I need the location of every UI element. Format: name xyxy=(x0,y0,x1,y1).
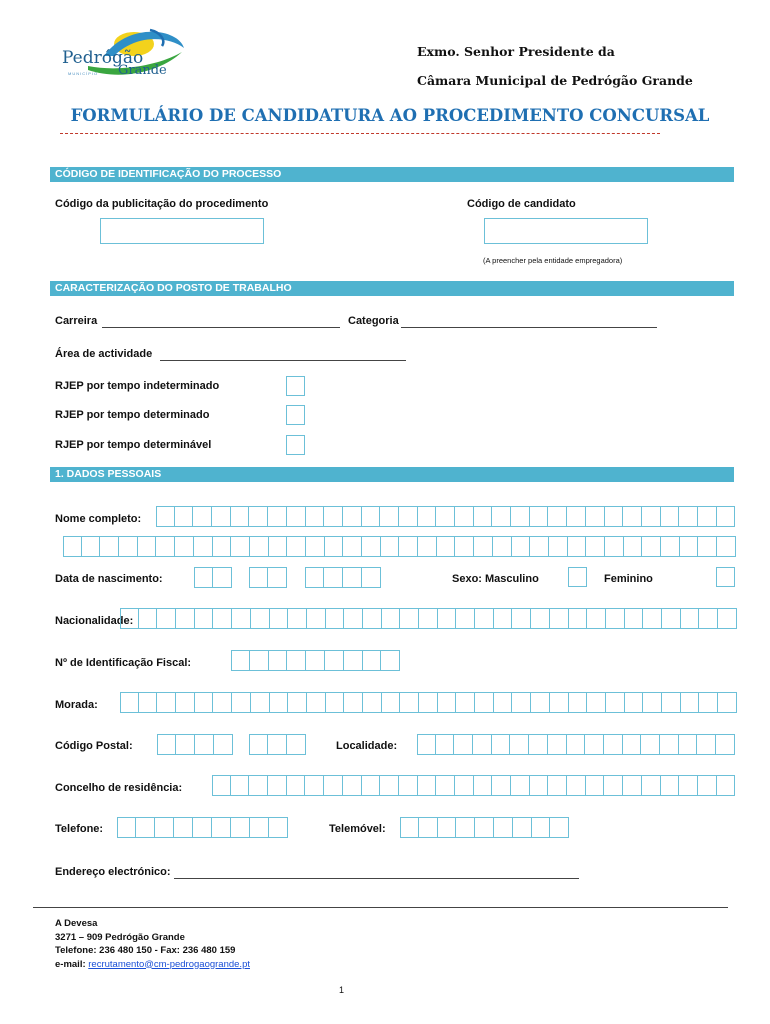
char-box[interactable] xyxy=(717,536,736,557)
char-box[interactable] xyxy=(718,692,737,713)
char-box[interactable] xyxy=(250,650,269,671)
char-box[interactable] xyxy=(492,506,511,527)
full-name-boxes-row1[interactable] xyxy=(156,506,735,527)
char-box[interactable] xyxy=(418,506,437,527)
char-box[interactable] xyxy=(681,692,700,713)
char-box[interactable] xyxy=(100,536,119,557)
char-box[interactable] xyxy=(213,608,232,629)
char-box[interactable] xyxy=(156,536,175,557)
char-box[interactable] xyxy=(120,608,139,629)
char-box[interactable] xyxy=(269,536,288,557)
section-process-bar: CÓDIGO DE IDENTIFICAÇÃO DO PROCESSO xyxy=(50,167,734,182)
char-box[interactable] xyxy=(156,506,175,527)
char-box[interactable] xyxy=(716,734,735,755)
char-box[interactable] xyxy=(268,734,287,755)
nif-label: Nº de Identificação Fiscal: xyxy=(55,657,192,669)
char-box[interactable] xyxy=(306,650,325,671)
char-box[interactable] xyxy=(530,775,549,796)
char-box[interactable] xyxy=(176,692,195,713)
char-box[interactable] xyxy=(119,536,138,557)
addressee-line-1: Exmo. Senhor Presidente da xyxy=(417,44,615,59)
footer-line-1: A Devesa xyxy=(55,918,98,929)
logo-word-second: Grande xyxy=(118,63,167,78)
char-box[interactable] xyxy=(493,536,512,557)
char-box[interactable] xyxy=(475,817,494,838)
section-personal-bar: 1. DADOS PESSOAIS xyxy=(50,467,734,482)
char-box[interactable] xyxy=(681,608,700,629)
char-box[interactable] xyxy=(324,567,343,588)
char-box[interactable] xyxy=(454,734,473,755)
char-box[interactable] xyxy=(362,506,381,527)
char-box[interactable] xyxy=(268,775,287,796)
char-box[interactable] xyxy=(231,817,250,838)
char-box[interactable] xyxy=(680,536,699,557)
char-box[interactable] xyxy=(363,608,382,629)
char-box[interactable] xyxy=(139,608,158,629)
char-box[interactable] xyxy=(213,692,232,713)
char-box[interactable] xyxy=(344,608,363,629)
char-box[interactable] xyxy=(625,608,644,629)
publication-code-input[interactable] xyxy=(100,218,264,244)
char-box[interactable] xyxy=(232,692,251,713)
char-box[interactable] xyxy=(382,608,401,629)
char-box[interactable] xyxy=(250,817,269,838)
char-box[interactable] xyxy=(418,775,437,796)
char-box[interactable] xyxy=(642,775,661,796)
char-box[interactable] xyxy=(326,692,345,713)
char-box[interactable] xyxy=(699,692,718,713)
char-box[interactable] xyxy=(438,817,457,838)
char-box[interactable] xyxy=(698,506,717,527)
char-box[interactable] xyxy=(175,506,194,527)
char-box[interactable] xyxy=(174,817,193,838)
char-box[interactable] xyxy=(475,692,494,713)
logo-small-caption: MUNICÍPIO xyxy=(68,71,99,76)
char-box[interactable] xyxy=(641,734,660,755)
char-box[interactable] xyxy=(212,775,231,796)
sex-label: Sexo: Masculino xyxy=(452,573,539,585)
area-input[interactable] xyxy=(160,360,406,361)
char-box[interactable] xyxy=(212,817,231,838)
char-box[interactable] xyxy=(382,692,401,713)
area-label: Área de actividade xyxy=(55,348,153,360)
address-boxes[interactable] xyxy=(120,692,737,713)
char-box[interactable] xyxy=(176,608,195,629)
char-box[interactable] xyxy=(567,734,586,755)
char-box[interactable] xyxy=(194,567,213,588)
char-box[interactable] xyxy=(251,692,270,713)
char-box[interactable] xyxy=(567,506,586,527)
mobile-boxes[interactable] xyxy=(400,817,569,838)
career-input[interactable] xyxy=(102,327,340,328)
char-box[interactable] xyxy=(231,650,250,671)
birth-date-label: Data de nascimento: xyxy=(55,573,163,585)
char-box[interactable] xyxy=(548,775,567,796)
char-box[interactable] xyxy=(623,734,642,755)
char-box[interactable] xyxy=(548,506,567,527)
nif-boxes[interactable] xyxy=(231,650,400,671)
char-box[interactable] xyxy=(512,536,531,557)
candidate-code-label: Código de candidato xyxy=(467,198,576,210)
municipality-boxes[interactable] xyxy=(212,775,735,796)
char-box[interactable] xyxy=(549,536,568,557)
char-box[interactable] xyxy=(157,734,176,755)
char-box[interactable] xyxy=(380,506,399,527)
char-box[interactable] xyxy=(455,775,474,796)
char-box[interactable] xyxy=(438,692,457,713)
char-box[interactable] xyxy=(400,608,419,629)
char-box[interactable] xyxy=(157,692,176,713)
char-box[interactable] xyxy=(492,734,511,755)
char-box[interactable] xyxy=(136,817,155,838)
char-box[interactable] xyxy=(436,506,455,527)
char-box[interactable] xyxy=(306,506,325,527)
char-box[interactable] xyxy=(362,536,381,557)
char-box[interactable] xyxy=(661,775,680,796)
char-box[interactable] xyxy=(381,536,400,557)
char-box[interactable] xyxy=(605,506,624,527)
char-box[interactable] xyxy=(436,775,455,796)
char-box[interactable] xyxy=(494,692,513,713)
email-input[interactable] xyxy=(174,878,579,879)
option-label-determinate: RJEP por tempo determinado xyxy=(55,409,210,421)
footer-email-prefix: e-mail: xyxy=(55,958,89,970)
mobile-label: Telemóvel: xyxy=(329,823,386,835)
char-box[interactable] xyxy=(381,650,400,671)
char-box[interactable] xyxy=(193,506,212,527)
full-name-label: Nome completo: xyxy=(55,513,142,525)
char-box[interactable] xyxy=(250,536,269,557)
char-box[interactable] xyxy=(679,775,698,796)
locality-boxes[interactable] xyxy=(417,734,735,755)
option-label-determinable: RJEP por tempo determinável xyxy=(55,439,212,451)
phone-boxes[interactable] xyxy=(117,817,288,838)
char-box[interactable] xyxy=(569,692,588,713)
char-box[interactable] xyxy=(249,775,268,796)
char-box[interactable] xyxy=(325,650,344,671)
char-box[interactable] xyxy=(63,536,82,557)
char-box[interactable] xyxy=(662,692,681,713)
char-box[interactable] xyxy=(606,608,625,629)
footer-line-2: 3271 – 909 Pedrógão Grande xyxy=(55,931,185,943)
char-box[interactable] xyxy=(249,567,268,588)
char-box[interactable] xyxy=(660,734,679,755)
char-box[interactable] xyxy=(287,650,306,671)
char-box[interactable] xyxy=(456,817,475,838)
char-box[interactable] xyxy=(510,734,529,755)
char-box[interactable] xyxy=(699,608,718,629)
char-box[interactable] xyxy=(550,692,569,713)
career-label: Carreira xyxy=(55,315,98,327)
email-label: Endereço electrónico: xyxy=(55,866,171,878)
birth-month-boxes[interactable] xyxy=(249,567,287,588)
char-box[interactable] xyxy=(512,608,531,629)
char-box[interactable] xyxy=(419,608,438,629)
form-title: FORMULÁRIO DE CANDIDATURA AO PROCEDIMENTO CONCURSAL xyxy=(70,106,710,125)
char-box[interactable] xyxy=(717,775,736,796)
char-box[interactable] xyxy=(587,692,606,713)
char-box[interactable] xyxy=(437,536,456,557)
char-box[interactable] xyxy=(138,536,157,557)
char-box[interactable] xyxy=(697,734,716,755)
char-box[interactable] xyxy=(288,692,307,713)
char-box[interactable] xyxy=(231,506,250,527)
footer-line-3: Telefone: 236 480 150 - Fax: 236 480 159 xyxy=(55,945,236,956)
char-box[interactable] xyxy=(679,506,698,527)
char-box[interactable] xyxy=(307,692,326,713)
char-box[interactable] xyxy=(213,567,232,588)
char-box[interactable] xyxy=(287,506,306,527)
char-box[interactable] xyxy=(270,608,289,629)
char-box[interactable] xyxy=(214,734,233,755)
category-input[interactable] xyxy=(401,327,657,328)
char-box[interactable] xyxy=(531,608,550,629)
char-box[interactable] xyxy=(586,775,605,796)
char-box[interactable] xyxy=(343,536,362,557)
char-box[interactable] xyxy=(568,536,587,557)
char-box[interactable] xyxy=(624,536,643,557)
char-box[interactable] xyxy=(117,817,136,838)
char-box[interactable] xyxy=(586,506,605,527)
char-box[interactable] xyxy=(679,734,698,755)
char-box[interactable] xyxy=(399,506,418,527)
option-checkbox-indeterminate[interactable] xyxy=(286,376,305,396)
char-box[interactable] xyxy=(268,567,287,588)
char-box[interactable] xyxy=(82,536,101,557)
char-box[interactable] xyxy=(232,608,251,629)
char-box[interactable] xyxy=(195,692,214,713)
char-box[interactable] xyxy=(195,608,214,629)
char-box[interactable] xyxy=(419,692,438,713)
municipality-logo xyxy=(58,26,190,82)
char-box[interactable] xyxy=(325,536,344,557)
char-box[interactable] xyxy=(513,817,532,838)
char-box[interactable] xyxy=(343,506,362,527)
footer-email-line xyxy=(55,958,250,972)
publication-code-label: Código da publicitação do procedimento xyxy=(55,198,269,210)
char-box[interactable] xyxy=(531,692,550,713)
char-box[interactable] xyxy=(344,650,363,671)
char-box[interactable] xyxy=(511,506,530,527)
char-box[interactable] xyxy=(492,775,511,796)
char-box[interactable] xyxy=(550,608,569,629)
char-box[interactable] xyxy=(287,536,306,557)
char-box[interactable] xyxy=(662,608,681,629)
char-box[interactable] xyxy=(155,817,174,838)
char-box[interactable] xyxy=(698,775,717,796)
full-name-boxes-row2[interactable] xyxy=(63,536,736,557)
char-box[interactable] xyxy=(305,775,324,796)
char-box[interactable] xyxy=(586,536,605,557)
char-box[interactable] xyxy=(456,608,475,629)
char-box[interactable] xyxy=(400,817,419,838)
char-box[interactable] xyxy=(718,608,737,629)
sex-male-checkbox[interactable] xyxy=(568,567,587,587)
postal-code-boxes-3[interactable] xyxy=(249,734,306,755)
char-box[interactable] xyxy=(494,817,513,838)
sex-female-label: Feminino xyxy=(604,573,653,585)
char-box[interactable] xyxy=(363,650,382,671)
char-box[interactable] xyxy=(532,817,551,838)
title-rule xyxy=(60,133,660,134)
char-box[interactable] xyxy=(418,536,437,557)
char-box[interactable] xyxy=(474,536,493,557)
char-box[interactable] xyxy=(606,692,625,713)
char-box[interactable] xyxy=(473,734,492,755)
char-box[interactable] xyxy=(643,692,662,713)
municipality-label: Concelho de residência: xyxy=(55,782,183,794)
candidate-code-input[interactable] xyxy=(484,218,648,244)
option-checkbox-determinable[interactable] xyxy=(286,435,305,455)
char-box[interactable] xyxy=(195,734,214,755)
char-box[interactable] xyxy=(436,734,455,755)
char-box[interactable] xyxy=(417,734,436,755)
char-box[interactable] xyxy=(455,506,474,527)
char-box[interactable] xyxy=(475,608,494,629)
char-box[interactable] xyxy=(399,775,418,796)
page-number: 1 xyxy=(339,985,345,995)
option-label-indeterminate: RJEP por tempo indeterminado xyxy=(55,380,220,392)
char-box[interactable] xyxy=(623,506,642,527)
char-box[interactable] xyxy=(175,536,194,557)
char-box[interactable] xyxy=(269,650,288,671)
char-box[interactable] xyxy=(269,817,288,838)
nationality-label: Nacionalidade: xyxy=(55,615,134,627)
char-box[interactable] xyxy=(717,506,736,527)
char-box[interactable] xyxy=(120,692,139,713)
char-box[interactable] xyxy=(193,817,212,838)
char-box[interactable] xyxy=(550,817,569,838)
char-box[interactable] xyxy=(548,734,567,755)
char-box[interactable] xyxy=(530,506,549,527)
char-box[interactable] xyxy=(400,692,419,713)
char-box[interactable] xyxy=(139,692,158,713)
char-box[interactable] xyxy=(194,536,213,557)
nationality-boxes[interactable] xyxy=(120,608,737,629)
addressee-line-2: Câmara Municipal de Pedrógão Grande xyxy=(417,73,693,88)
char-box[interactable] xyxy=(287,734,306,755)
sex-female-checkbox[interactable] xyxy=(716,567,735,587)
char-box[interactable] xyxy=(605,536,624,557)
footer-email-link[interactable]: recrutamento@cm-pedrogaogrande.pt xyxy=(88,958,250,970)
char-box[interactable] xyxy=(343,775,362,796)
section-job-bar: CARACTERIZAÇÃO DO POSTO DE TRABALHO xyxy=(50,281,734,296)
char-box[interactable] xyxy=(419,817,438,838)
char-box[interactable] xyxy=(511,775,530,796)
char-box[interactable] xyxy=(343,567,362,588)
postal-code-label: Código Postal: xyxy=(55,740,133,752)
phone-label: Telefone: xyxy=(55,823,104,835)
char-box[interactable] xyxy=(288,608,307,629)
char-box[interactable] xyxy=(399,536,418,557)
char-box[interactable] xyxy=(251,608,270,629)
char-box[interactable] xyxy=(287,775,306,796)
option-checkbox-determinate[interactable] xyxy=(286,405,305,425)
char-box[interactable] xyxy=(587,608,606,629)
char-box[interactable] xyxy=(512,692,531,713)
char-box[interactable] xyxy=(212,506,231,527)
char-box[interactable] xyxy=(307,608,326,629)
char-box[interactable] xyxy=(270,692,289,713)
address-label: Morada: xyxy=(55,699,98,711)
footer-rule xyxy=(33,907,728,908)
char-box[interactable] xyxy=(604,775,623,796)
char-box[interactable] xyxy=(326,608,345,629)
birth-year-boxes[interactable] xyxy=(305,567,381,588)
char-box[interactable] xyxy=(494,608,513,629)
char-box[interactable] xyxy=(623,775,642,796)
char-box[interactable] xyxy=(268,506,287,527)
char-box[interactable] xyxy=(157,608,176,629)
char-box[interactable] xyxy=(344,692,363,713)
char-box[interactable] xyxy=(231,775,250,796)
char-box[interactable] xyxy=(363,692,382,713)
char-box[interactable] xyxy=(604,734,623,755)
char-box[interactable] xyxy=(529,734,548,755)
logo-word-main: Pedrógão xyxy=(62,48,144,68)
char-box[interactable] xyxy=(249,734,268,755)
char-box[interactable] xyxy=(362,775,381,796)
employer-note: (A preencher pela entidade empregadora) xyxy=(483,256,623,265)
char-box[interactable] xyxy=(455,536,474,557)
char-box[interactable] xyxy=(213,536,232,557)
char-box[interactable] xyxy=(324,506,343,527)
char-box[interactable] xyxy=(698,536,717,557)
char-box[interactable] xyxy=(438,608,457,629)
char-box[interactable] xyxy=(625,692,644,713)
char-box[interactable] xyxy=(474,506,493,527)
char-box[interactable] xyxy=(642,506,661,527)
char-box[interactable] xyxy=(249,506,268,527)
locality-label: Localidade: xyxy=(336,740,398,752)
char-box[interactable] xyxy=(305,567,324,588)
char-box[interactable] xyxy=(362,567,381,588)
char-box[interactable] xyxy=(530,536,549,557)
char-box[interactable] xyxy=(585,734,604,755)
char-box[interactable] xyxy=(474,775,493,796)
birth-day-boxes[interactable] xyxy=(194,567,232,588)
char-box[interactable] xyxy=(456,692,475,713)
category-label: Categoria xyxy=(348,315,399,327)
footer-address xyxy=(55,917,250,971)
char-box[interactable] xyxy=(643,608,662,629)
char-box[interactable] xyxy=(642,536,661,557)
char-box[interactable] xyxy=(380,775,399,796)
char-box[interactable] xyxy=(231,536,250,557)
char-box[interactable] xyxy=(661,506,680,527)
char-box[interactable] xyxy=(306,536,325,557)
char-box[interactable] xyxy=(569,608,588,629)
char-box[interactable] xyxy=(324,775,343,796)
char-box[interactable] xyxy=(567,775,586,796)
postal-code-boxes-4[interactable] xyxy=(157,734,233,755)
char-box[interactable] xyxy=(176,734,195,755)
char-box[interactable] xyxy=(661,536,680,557)
